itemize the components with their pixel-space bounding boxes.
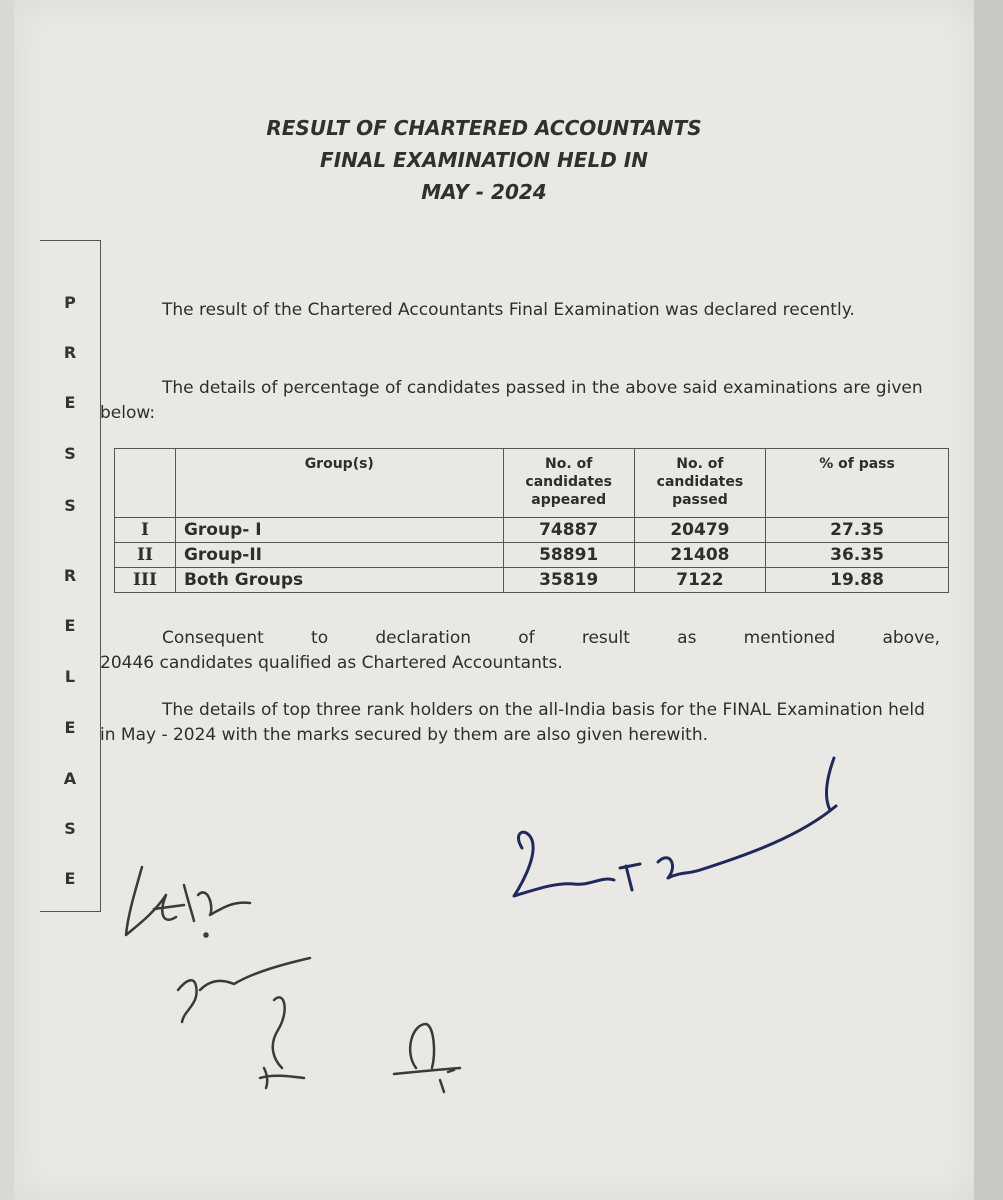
sidebar-letter: S (64, 444, 76, 463)
row-passed: 21408 (634, 543, 765, 568)
sidebar-letter: S (64, 819, 76, 838)
row-passed: 7122 (634, 568, 765, 593)
signature-left-2 (164, 950, 344, 1100)
sidebar-letter: E (64, 718, 76, 737)
document-page (14, 0, 974, 1200)
row-group: Group- I (175, 518, 503, 543)
row-group: Both Groups (175, 568, 503, 593)
header-group: Group(s) (175, 449, 503, 518)
row-appeared: 35819 (503, 568, 634, 593)
results-table (114, 448, 949, 593)
table-row (115, 518, 949, 543)
title-line-2: FINAL EXAMINATION HELD IN (320, 148, 648, 172)
header-serial (115, 449, 176, 518)
sidebar-letter: L (64, 667, 76, 686)
title-line-3: MAY - 2024 (421, 180, 547, 204)
table-header-row (115, 449, 949, 518)
table-row (115, 543, 949, 568)
qualified-line-1: Consequent to declaration of result as mentioned above, (162, 628, 940, 648)
qualified-line-2: 20446 candidates qualified as Chartered Accountants. (100, 653, 563, 673)
sidebar-letter: E (64, 616, 76, 635)
sidebar-letter: P (64, 293, 76, 312)
title-line-1: RESULT OF CHARTERED ACCOUNTANTS (266, 116, 702, 140)
sidebar-letter: R (63, 566, 77, 585)
sidebar-letter: A (63, 769, 77, 788)
sidebar-letter: S (64, 496, 76, 515)
paragraph-result-declared: The result of the Chartered Accountants Final Examination was declared recently. (162, 300, 855, 320)
paragraph-qualified (100, 626, 940, 676)
scan-edge (974, 0, 1003, 1200)
row-serial: I (115, 518, 176, 543)
document-title (124, 112, 844, 208)
sidebar-letter: E (64, 393, 76, 412)
row-serial: II (115, 543, 176, 568)
row-appeared: 74887 (503, 518, 634, 543)
header-pass-percent: % of pass (766, 449, 949, 518)
sidebar-letter: R (63, 343, 77, 362)
signature-left-1 (114, 855, 264, 955)
row-pass-percent: 27.35 (766, 518, 949, 543)
paragraph-details-intro: The details of percentage of candidates passed in the above said examinations are given below: (100, 378, 923, 423)
row-group: Group-II (175, 543, 503, 568)
row-pass-percent: 36.35 (766, 543, 949, 568)
row-pass-percent: 19.88 (766, 568, 949, 593)
paragraph-rank-holders: The details of top three rank holders on the all-India basis for the FINAL Examination held in May - 2024 with the marks secured by them are also given herewith. (100, 700, 925, 745)
header-appeared: No. of candidates appeared (503, 449, 634, 518)
signature-left-3 (374, 1010, 494, 1100)
header-passed: No. of candidates passed (634, 449, 765, 518)
signature-main (474, 740, 894, 920)
press-release-sidebar (40, 240, 101, 912)
row-appeared: 58891 (503, 543, 634, 568)
row-serial: III (115, 568, 176, 593)
table-row (115, 568, 949, 593)
sidebar-letter: E (64, 869, 76, 888)
row-passed: 20479 (634, 518, 765, 543)
